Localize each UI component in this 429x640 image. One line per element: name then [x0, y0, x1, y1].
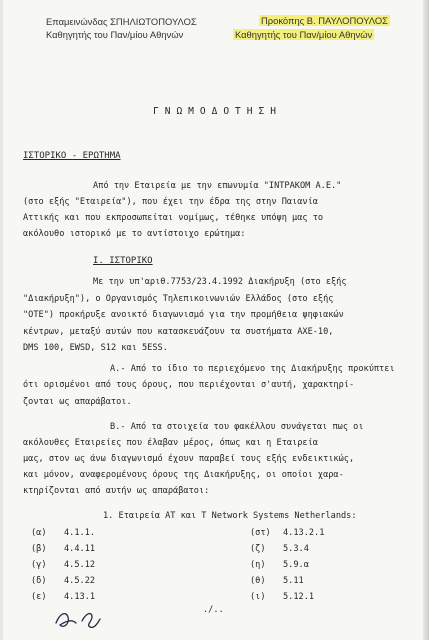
list-item-label: (στ): [250, 528, 271, 538]
para1-line: κέντρων, μεταξύ αυτών που κατασκευάζουν τα συστήματα AXE-10,: [23, 327, 334, 337]
paraB-line: Β.- Από τα στοιχεία του φακέλλου συνάγεται πως οι: [110, 422, 364, 432]
list-item-value: 5.12.1: [283, 592, 315, 602]
list-item-label: (ζ): [250, 544, 266, 554]
subsection-heading: Ι. ΙΣΤΟΡΙΚΟ: [93, 256, 153, 266]
paraB-line: και μόνον, αναφερομένους όρους της Διακήρυξης, οι οποίοι χαρα-: [23, 470, 344, 480]
list-heading: 1. Εταιρεία ΑΤ και Τ Network Systems Netherlands:: [103, 511, 357, 521]
para1-line: "Διακήρυξη"), ο Οργανισμός Τηλεπικοινωνιών Ελλάδος (στο εξής: [23, 294, 334, 304]
intro-line: ακόλουθο ιστορικό με το αντίστοιχο ερώτημα:: [23, 229, 246, 239]
para1-line: DMS 100, EWSD, S12 και 5ESS.: [23, 343, 168, 353]
header-left-name: Επαμεινώνδας ΣΠΗΛΙΩΤΟΠΟΥΛΟΣ: [46, 16, 197, 27]
list-item-value: 4.1.1.: [64, 528, 96, 538]
continuation-mark: ./..: [203, 605, 224, 615]
paraA-line: Α.- Από το ίδιο το περιεχόμενο της Διακήρυξης προκύπτει: [110, 364, 395, 374]
paraB-line: κτηρίζονται από αυτήν ως απαράβατοι:: [23, 486, 210, 496]
paraA-line: ότι ορισμένοι από τους όρους, που περιέχονται σ'αυτή, χαρακτηρί-: [23, 380, 355, 390]
list-item-label: (δ): [31, 576, 47, 586]
list-item-value: 5.9.α: [283, 560, 309, 570]
handwritten-initials: [52, 603, 112, 633]
list-item-value: 4.4.11: [64, 544, 96, 554]
header-right-name: Προκόπης Β. ΠΑΥΛΟΠΟΥΛΟΣ: [261, 15, 388, 26]
page-right-edge: [423, 0, 429, 640]
list-item-value: 4.5.22: [64, 576, 96, 586]
list-item-label: (α): [31, 528, 47, 538]
doc-title: ΓΝΩΜΟΔΟΤΗΣΗ: [153, 106, 282, 117]
para1-line: "ΟΤΕ") προκήρυξε ανοικτό διαγωνισμό για την προμήθεια ψηφιακών: [23, 310, 344, 320]
list-item-label: (η): [250, 560, 266, 570]
list-item-label: (θ): [250, 576, 266, 586]
list-item-value: 5.11: [283, 576, 304, 586]
page-left-edge: [0, 0, 3, 640]
para1-line: Με την υπ'αριθ.7753/23.4.1992 Διακήρυξη (στο εξής: [93, 277, 347, 287]
list-item-value: 4.13.2.1: [283, 528, 325, 538]
paraB-line: ακόλουθες Εταιρείες που έλαβαν μέρος, όπως και η Εταιρεία: [23, 438, 318, 448]
list-item-label: (ι): [250, 592, 266, 602]
paraB-line: μας, στον ως άνω διαγωνισμό έχουν παραβεί τους εξής ενδεικτικώς,: [23, 454, 355, 464]
intro-line: Από την Εταιρεία με την επωνυμία "ΙΝΤΡΑΚΟΜ Α.Ε.": [93, 181, 342, 191]
header-right-title: Καθηγητής του Παν/μίου Αθηνών: [235, 29, 373, 40]
list-item-label: (γ): [31, 560, 47, 570]
list-item-value: 4.13.1: [64, 592, 96, 602]
section-heading: ΙΣΤΟΡΙΚΟ - ΕΡΩΤΗΜΑ: [23, 151, 121, 161]
intro-line: (στο εξής "Εταιρεία"), που έχει την έδρα της στην Παιανία: [23, 197, 318, 207]
paraA-line: ζονται ως απαράβατοι.: [23, 397, 132, 407]
header-left-title: Καθηγητής του Παν/μίου Αθηνών: [46, 29, 184, 40]
list-item-value: 4.5.12: [64, 560, 96, 570]
list-item-label: (ε): [31, 592, 47, 602]
intro-line: Αττικής και που εκπροσωπείται νομίμως, τέθηκε υπόψη μας το: [23, 213, 324, 223]
list-item-label: (β): [31, 544, 47, 554]
list-item-value: 5.3.4: [283, 544, 309, 554]
